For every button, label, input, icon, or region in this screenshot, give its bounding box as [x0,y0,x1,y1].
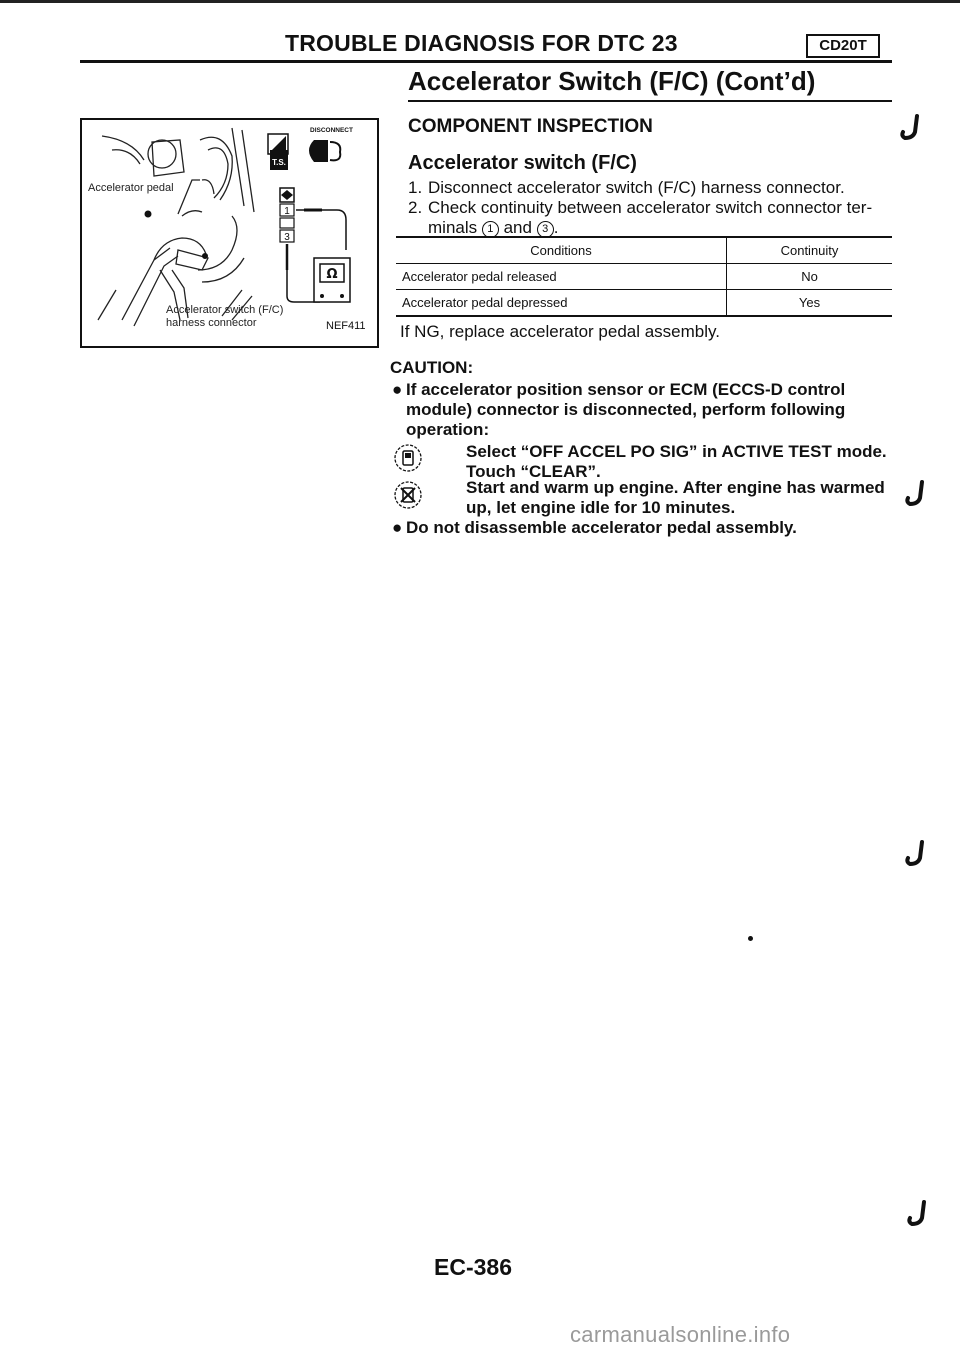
caution-label: CAUTION: [390,358,474,377]
no-tools-icon [393,480,423,515]
caution-b2-text: Do not disassemble accelerator pedal assembly. [406,518,797,537]
consult-icon [393,443,423,478]
check-mark-icon [900,478,930,508]
ts-label: T.S. [272,158,286,167]
header-continuity: Continuity [727,237,893,264]
ng-instruction: If NG, replace accelerator pedal assembly. [400,322,720,341]
consult-line-1: Select “OFF ACCEL PO SIG” in ACTIVE TEST mode. [466,442,887,461]
subsection-title: COMPONENT INSPECTION [408,116,653,137]
row-1-condition: Accelerator pedal released [396,264,727,290]
header-rule [80,60,892,63]
step-2-minals: minals [428,218,478,237]
inspection-step-1 [408,178,892,198]
check-mark-icon [900,838,930,868]
page-header-title: TROUBLE DIAGNOSIS FOR DTC 23 [285,30,678,56]
table-row [396,264,892,290]
header-conditions: Conditions [396,237,727,264]
terminal-3-circle: 3 [537,221,554,238]
bullet-dot-icon: ● [392,380,403,399]
step-2-and: and [503,218,532,237]
check-mark-icon [895,112,925,142]
figure-label-switch-2: harness connector [166,317,257,329]
table-header-row [396,237,892,264]
figure-label-pedal: Accelerator pedal [88,182,174,194]
step-2-text-line2 [408,218,892,238]
caution-b1-line3: operation: [406,420,490,439]
figure-label-switch-1: Accelerator switch (F/C) [166,304,284,316]
disconnect-label: DISCONNECT [310,127,353,134]
step-1-text: Disconnect accelerator switch (F/C) harness connector. [428,178,845,197]
inspection-step-2 [408,198,892,238]
row-2-continuity: Yes [727,290,893,317]
no-consult-line-1: Start and warm up engine. After engine has warmed [466,478,885,497]
step-2-period: . [553,218,559,237]
speck-dot [748,936,753,941]
watermark: carmanualsonline.info [570,1322,791,1347]
inspection-figure [80,118,379,348]
table-row [396,290,892,317]
inspection-title: Accelerator switch (F/C) [408,152,637,174]
section-rule [408,100,892,102]
figure-code: NEF411 [326,320,366,332]
terminal-1-label: 1 [284,206,290,217]
caution-b1-line1: If accelerator position sensor or ECM (ECCS-D control [406,380,846,399]
page-number: EC-386 [434,1254,512,1280]
bullet-dot-icon: ● [392,518,403,537]
ohm-symbol: Ω [326,267,338,282]
continuity-table [396,236,892,317]
row-1-continuity: No [727,264,893,290]
terminal-3-label: 3 [284,232,290,243]
step-2-number: 2. [408,198,423,217]
check-mark-icon [902,1198,932,1228]
engine-code-badge: CD20T [806,34,880,58]
caution-bullet-2 [392,518,892,538]
step-1-number: 1. [408,178,423,197]
step-2-text-line1: Check continuity between accelerator switch connector ter- [428,198,873,217]
no-consult-line-2: up, let engine idle for 10 minutes. [466,498,736,517]
consult-line-2: Touch “CLEAR”. [466,462,601,481]
top-border [0,0,960,3]
caution-b1-line2: module) connector is disconnected, perform following [406,400,846,419]
caution-bullet-1 [392,380,892,440]
terminal-1-circle: 1 [482,221,499,238]
row-2-condition: Accelerator pedal depressed [396,290,727,317]
section-title: Accelerator Switch (F/C) (Cont’d) [408,66,816,96]
